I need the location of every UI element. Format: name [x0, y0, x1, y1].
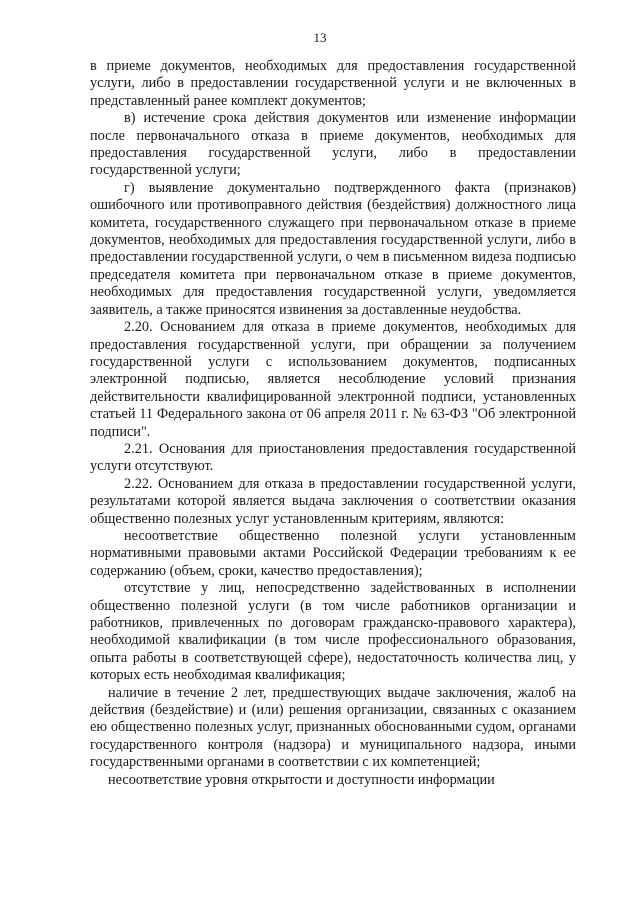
- paragraph-item-v: в) истечение срока действия документов или изменение информации после первоначального отказа в приеме документов, необходимых для предоставления государственной услуги, либо в предоставлении государственной услуги;: [90, 110, 576, 179]
- paragraph-2-22: 2.22. Основанием для отказа в предоставлении государственной услуги, результатами которой является выдача заключения о соответствии оказания общественно полезных услуг установленным критериям, являются:: [90, 475, 576, 527]
- paragraph-ground-4: несоответствие уровня открытости и доступности информации: [108, 771, 495, 788]
- paragraph-ground-3: наличие в течение 2 лет, предшествующих выдаче заключения, жалоб на действия (бездействие) и (или) решения организации, связанных с оказанием ею общественно полезных услуг, признанных обоснованными судом, органами государственного контроля (надзора) и муниципального надзора, иными государственными органами в соответствии с их компетенцией;: [90, 684, 576, 771]
- paragraph-2-20: 2.20. Основанием для отказа в приеме документов, необходимых для предоставления государственной услуги, при обращении за получением государственной услуги с использованием документов, подписанных электронной подписью, является несоблюдение условий признания действительности квалифицированной электронной подписи, установленных статьей 11 Федерального закона от 06 апреля 2011 г. № 63-ФЗ "Об электронной подписи".: [90, 319, 576, 440]
- page-number: 13: [313, 30, 327, 45]
- paragraph-ground-2: отсутствие у лиц, непосредственно задействованных в исполнении общественно полезной услуги (в том числе работников организации и работников, привлеченных по договорам гражданско-правового характера), необходимой квалификации (в том числе профессионального образования, опыта работы в соответствующей сфере), недостаточность количества лиц, у которых есть необходимая квалификация;: [90, 580, 576, 684]
- paragraph-2-21: 2.21. Основания для приостановления предоставления государственной услуги отсутствуют.: [90, 440, 576, 475]
- document-body: [90, 58, 576, 789]
- paragraph-item-g: г) выявление документально подтвержденного факта (признаков) ошибочного или противоправного действия (бездействия) должностного лица комитета, государственного служащего при первоначальном отказе в приеме документов, необходимых для предоставления государственной услуги, либо в предоставлении государственной услуги, о чем в письменном видеза подписью председателя комитета при первоначальном отказе в приеме документов, необходимых для предоставления государственной услуги, уведомляется заявитель, а также приносятся извинения за доставленные неудобства.: [90, 179, 576, 318]
- paragraph-ground-1: несоответствие общественно полезной услуги установленным нормативными правовыми актами Российской Федерации требованиям к ее содержанию (объем, сроки, качество предоставления);: [90, 527, 576, 579]
- paragraph-continuation: в приеме документов, необходимых для предоставления государственной услуги, либо в предоставлении государственной услуги и не включенных в представленный ранее комплект документов;: [90, 58, 576, 109]
